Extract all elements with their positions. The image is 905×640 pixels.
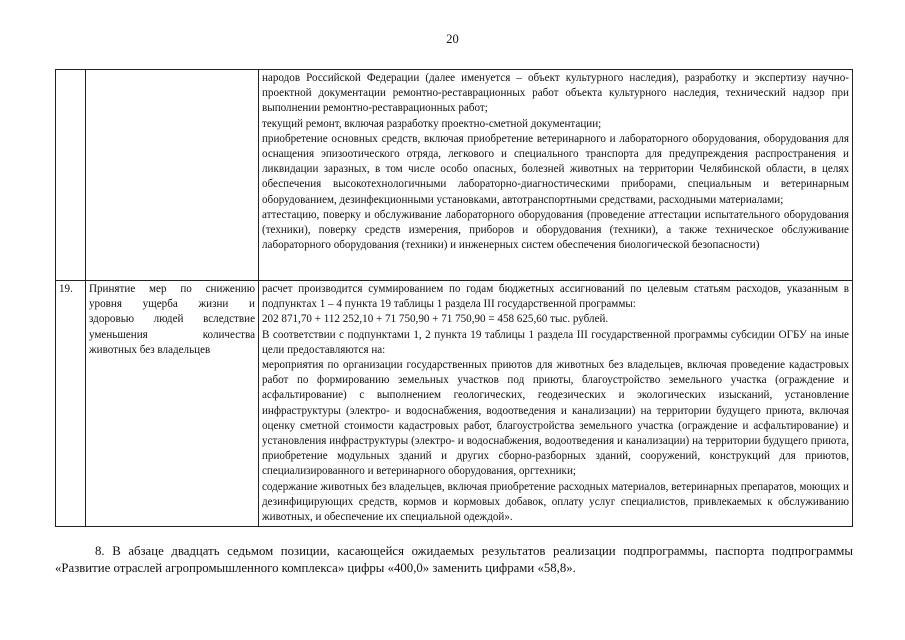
content-paragraph: приобретение основных средств, включая приобретение ветеринарного и лабораторного оборудования, оборудования для оснащения эпизоотического отряда, легкового и специального транспорта для предупреждения распространения и ликвидации заразных, в том числе особо опасных, болезней животных на территории Челябинской области, в целях обеспечения высокотехнологичными лабораторно-диагностическими приборами, специальным и ветеринарным оборудованием, дезинфекционными установками, автотранспортными средствами, расходными материалами;: [262, 132, 849, 206]
content-paragraph: аттестацию, поверку и обслуживание лабораторного оборудования (проведение аттестации испытательного оборудования (техники), поверку средств измерения, приборов и оборудования (техники), а также техническое обслуживание лабораторного оборудования (техники) и инженерных систем обеспечения биологической безопасности): [262, 208, 849, 252]
content-paragraph: мероприятия по организации государственных приютов для животных без владельцев, включая проведение кадастровых работ по формированию земельных участков под приюты, благоустройство земельного участка (ограждение и асфальтирование) с выполнением геологических, геодезических и экологических изысканий, установление инфраструктуры (электро- и водоснабжения, водоотведения и канализации) на территории будущего приюта, включая оценку сметной стоимости кадастровых работ, благоустройства земельного участка (ограждение и асфальтирование) и установления инфраструктуры (электро- и водоснабжения, водоотведения и канализации) на территории будущего приюта, приобретение модульных зданий и других сборно-разборных зданий, сооружений, конструкций для приютов, специализированного и ветеринарного оборудования, оргтехники;: [262, 359, 849, 478]
amendment-paragraph: 8. В абзаце двадцать седьмом позиции, касающейся ожидаемых результатов реализации подпрограммы, паспорта подпрограммы «Развитие отраслей агропромышленного комплекса» цифры «400,0» заменить цифрами «58,8».: [55, 544, 853, 575]
content-paragraph: 202 871,70 + 112 252,10 + 71 750,90 + 71 750,90 = 458 625,60 тыс. рублей.: [262, 313, 609, 326]
row-title-line: уровня ущерба жизни и: [89, 298, 255, 311]
content-paragraph: расчет производится суммированием по годам бюджетных ассигнований по целевым статьям расходов, указанным в подпунктах 1 – 4 пункта 19 таблицы 1 раздела III государственной программы:: [262, 283, 849, 311]
row-title-line: уменьшения количества: [89, 328, 255, 341]
content-paragraph: содержание животных без владельцев, включая приобретение расходных материалов, ветеринарных препаратов, моющих и дезинфицирующих средств, кормов и кормовых добавок, оплату услуг специалистов, привлекаемых к обслуживанию животных, и обеспечение их специальной одеждой».: [262, 480, 849, 524]
table-row: [56, 70, 853, 281]
amendment-paragraph-block: [55, 543, 853, 576]
row-content-cell: [259, 70, 853, 281]
content-paragraph: народов Российской Федерации (далее именуется – объект культурного наследия), разработку и экспертизу научно-проектной документации ремонтно-реставрационных работ объекта культурного наследия, технический надзор при выполнении ремонтно-реставрационных работ;: [262, 72, 849, 115]
row-content-cell: [259, 281, 853, 527]
row-number-cell: [56, 70, 86, 281]
content-paragraph: В соответствии с подпунктами 1, 2 пункта 19 таблицы 1 раздела III государственной программы субсидии ОГБУ на иные цели предоставляются на:: [262, 328, 849, 356]
program-table: [55, 69, 853, 527]
content-paragraph: текущий ремонт, включая разработку проектно-сметной документации;: [262, 117, 602, 130]
row-number-cell: 19.: [56, 281, 86, 527]
table-row: [56, 281, 853, 527]
row-title-line: Принятие мер по снижению: [89, 283, 255, 295]
row-title-cell: [86, 70, 259, 281]
row-title-line: животных без владельцев: [89, 343, 211, 356]
page-number: 20: [446, 32, 459, 46]
row-title-cell: [86, 281, 259, 527]
row-title-line: здоровью людей вследствие: [89, 313, 255, 326]
